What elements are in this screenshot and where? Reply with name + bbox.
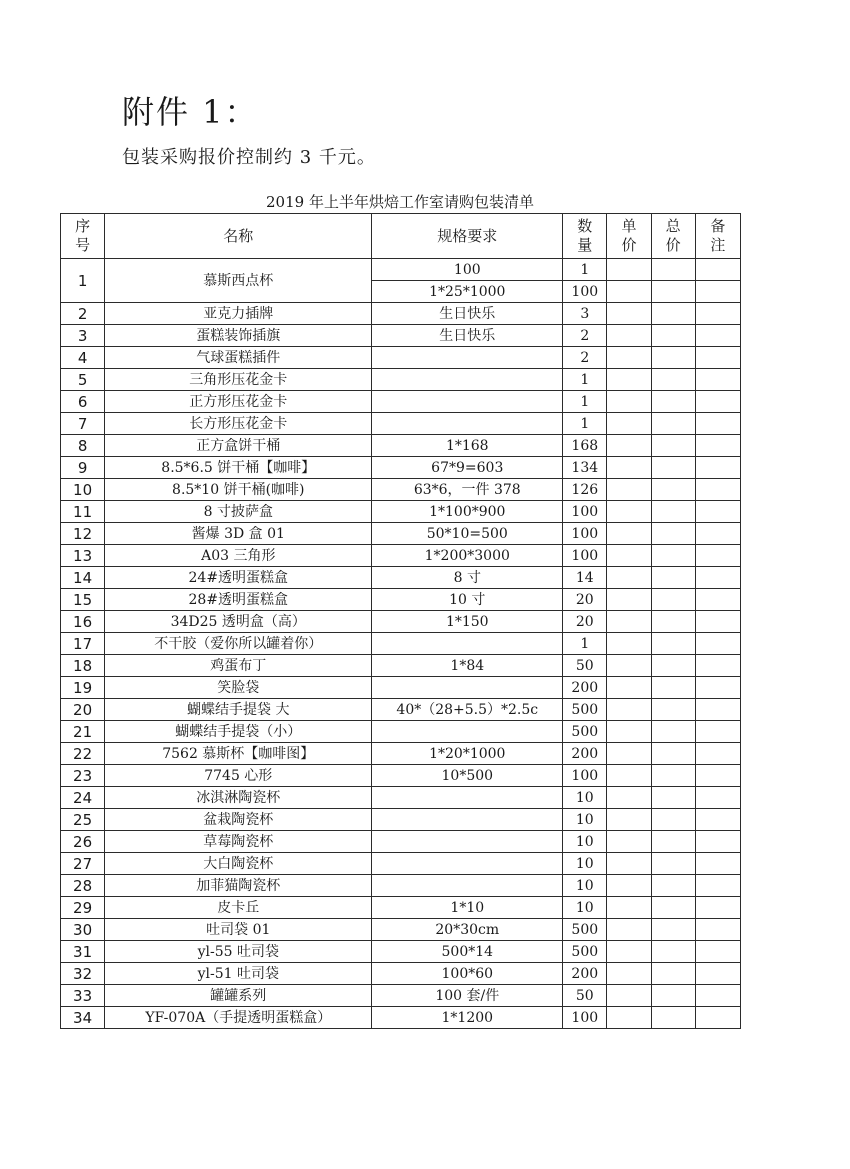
row-unit-price <box>607 545 651 567</box>
row-quantity: 500 <box>563 919 607 941</box>
table-row <box>61 347 741 369</box>
table-row <box>61 501 741 523</box>
row-quantity: 168 <box>563 435 607 457</box>
table-row <box>61 633 741 655</box>
row-unit-price <box>607 567 651 589</box>
row-unit-price <box>607 919 651 941</box>
row-total-price <box>651 765 695 787</box>
row-unit-price <box>607 391 651 413</box>
row-remarks <box>695 457 740 479</box>
row-remarks <box>695 941 740 963</box>
row-spec <box>372 369 563 391</box>
row-unit-price <box>607 875 651 897</box>
row-spec: 10 寸 <box>372 589 563 611</box>
row-unit-price <box>607 303 651 325</box>
row-remarks <box>695 831 740 853</box>
row-remarks <box>695 919 740 941</box>
row-name: 8.5*10 饼干桶(咖啡) <box>105 479 372 501</box>
row-total-price <box>651 919 695 941</box>
table-row <box>61 325 741 347</box>
row-unit-price <box>607 413 651 435</box>
row-index: 21 <box>61 721 105 743</box>
row-remarks <box>695 391 740 413</box>
row-total-price <box>651 743 695 765</box>
row-quantity: 100 <box>563 545 607 567</box>
row-name: A03 三角形 <box>105 545 372 567</box>
row-total-price <box>651 1007 695 1029</box>
attachment-heading: 附件 1： <box>122 93 259 131</box>
row-total-price <box>651 281 695 303</box>
row-remarks <box>695 589 740 611</box>
row-name: 7562 慕斯杯【咖啡图】 <box>105 743 372 765</box>
row-remarks <box>695 809 740 831</box>
row-index: 28 <box>61 875 105 897</box>
row-unit-price <box>607 281 651 303</box>
row-name: 加菲猫陶瓷杯 <box>105 875 372 897</box>
row-remarks <box>695 677 740 699</box>
row-total-price <box>651 897 695 919</box>
row-spec: 10*500 <box>372 765 563 787</box>
row-total-price <box>651 391 695 413</box>
row-remarks <box>695 787 740 809</box>
row-spec: 1*84 <box>372 655 563 677</box>
header-remarks: 备 注 <box>695 214 740 259</box>
row-remarks <box>695 721 740 743</box>
row-quantity: 100 <box>563 501 607 523</box>
table-row <box>61 875 741 897</box>
row-name: 慕斯西点杯 <box>105 259 372 303</box>
header-spec: 规格要求 <box>372 214 563 259</box>
row-unit-price <box>607 897 651 919</box>
row-spec <box>372 413 563 435</box>
row-total-price <box>651 853 695 875</box>
row-unit-price <box>607 677 651 699</box>
row-unit-price <box>607 325 651 347</box>
table-row <box>61 831 741 853</box>
budget-note: 包装采购报价控制约 3 千元。 <box>122 147 376 168</box>
row-index: 34 <box>61 1007 105 1029</box>
row-name: 鸡蛋布丁 <box>105 655 372 677</box>
row-name: 酱爆 3D 盒 01 <box>105 523 372 545</box>
row-total-price <box>651 699 695 721</box>
row-quantity: 1 <box>563 633 607 655</box>
row-unit-price <box>607 985 651 1007</box>
row-name: 盆栽陶瓷杯 <box>105 809 372 831</box>
table-header-row <box>61 214 741 259</box>
row-total-price <box>651 501 695 523</box>
row-index: 30 <box>61 919 105 941</box>
row-quantity: 3 <box>563 303 607 325</box>
row-unit-price <box>607 479 651 501</box>
row-total-price <box>651 435 695 457</box>
header-unit-price: 单 价 <box>607 214 651 259</box>
row-remarks <box>695 853 740 875</box>
row-total-price <box>651 567 695 589</box>
row-quantity: 2 <box>563 325 607 347</box>
row-index: 6 <box>61 391 105 413</box>
row-remarks <box>695 963 740 985</box>
row-remarks <box>695 369 740 391</box>
table-row <box>61 369 741 391</box>
row-quantity: 500 <box>563 721 607 743</box>
row-spec: 1*25*1000 <box>372 281 563 303</box>
row-name: 亚克力插牌 <box>105 303 372 325</box>
row-remarks <box>695 303 740 325</box>
row-remarks <box>695 765 740 787</box>
table-row <box>61 941 741 963</box>
row-name: 蝴蝶结手提袋（小） <box>105 721 372 743</box>
row-index: 23 <box>61 765 105 787</box>
row-quantity: 500 <box>563 699 607 721</box>
row-total-price <box>651 611 695 633</box>
row-index: 16 <box>61 611 105 633</box>
row-total-price <box>651 809 695 831</box>
row-unit-price <box>607 435 651 457</box>
row-quantity: 10 <box>563 853 607 875</box>
row-remarks <box>695 479 740 501</box>
row-name: 大白陶瓷杯 <box>105 853 372 875</box>
row-total-price <box>651 347 695 369</box>
row-name: 吐司袋 01 <box>105 919 372 941</box>
row-spec <box>372 853 563 875</box>
row-remarks <box>695 523 740 545</box>
row-name: 冰淇淋陶瓷杯 <box>105 787 372 809</box>
row-quantity: 200 <box>563 743 607 765</box>
row-name: 蝴蝶结手提袋 大 <box>105 699 372 721</box>
row-index: 33 <box>61 985 105 1007</box>
row-spec: 40*（28+5.5）*2.5c <box>372 699 563 721</box>
row-quantity: 1 <box>563 259 607 281</box>
row-spec: 100 <box>372 259 563 281</box>
row-spec: 1*150 <box>372 611 563 633</box>
row-name: 三角形压花金卡 <box>105 369 372 391</box>
row-remarks <box>695 1007 740 1029</box>
row-index: 32 <box>61 963 105 985</box>
row-remarks <box>695 567 740 589</box>
row-unit-price <box>607 369 651 391</box>
table-title: 2019 年上半年烘焙工作室请购包装清单 <box>266 193 534 211</box>
row-spec: 生日快乐 <box>372 325 563 347</box>
row-quantity: 126 <box>563 479 607 501</box>
row-quantity: 100 <box>563 765 607 787</box>
table-row <box>61 655 741 677</box>
table-row <box>61 919 741 941</box>
table-row <box>61 391 741 413</box>
table-row <box>61 457 741 479</box>
row-quantity: 200 <box>563 677 607 699</box>
row-unit-price <box>607 259 651 281</box>
row-index: 25 <box>61 809 105 831</box>
row-quantity: 100 <box>563 281 607 303</box>
row-unit-price <box>607 765 651 787</box>
row-remarks <box>695 545 740 567</box>
row-total-price <box>651 985 695 1007</box>
row-total-price <box>651 633 695 655</box>
row-name: 7745 心形 <box>105 765 372 787</box>
row-total-price <box>651 677 695 699</box>
row-spec: 1*20*1000 <box>372 743 563 765</box>
row-index: 31 <box>61 941 105 963</box>
row-index: 5 <box>61 369 105 391</box>
row-name: 皮卡丘 <box>105 897 372 919</box>
row-unit-price <box>607 941 651 963</box>
row-quantity: 2 <box>563 347 607 369</box>
table-row <box>61 611 741 633</box>
row-quantity: 50 <box>563 985 607 1007</box>
table-row <box>61 809 741 831</box>
row-quantity: 1 <box>563 369 607 391</box>
row-remarks <box>695 743 740 765</box>
row-quantity: 1 <box>563 391 607 413</box>
row-total-price <box>651 545 695 567</box>
row-quantity: 500 <box>563 941 607 963</box>
table-row <box>61 787 741 809</box>
row-name: 8 寸披萨盒 <box>105 501 372 523</box>
purchase-list-table <box>60 213 741 1029</box>
row-quantity: 10 <box>563 787 607 809</box>
row-index: 18 <box>61 655 105 677</box>
table-row <box>61 897 741 919</box>
row-remarks <box>695 875 740 897</box>
row-spec: 63*6，一件 378 <box>372 479 563 501</box>
row-index: 1 <box>61 259 105 303</box>
row-unit-price <box>607 1007 651 1029</box>
row-remarks <box>695 413 740 435</box>
row-quantity: 14 <box>563 567 607 589</box>
row-total-price <box>651 523 695 545</box>
table-row <box>61 699 741 721</box>
row-total-price <box>651 259 695 281</box>
row-spec: 1*200*3000 <box>372 545 563 567</box>
row-quantity: 10 <box>563 897 607 919</box>
row-spec <box>372 391 563 413</box>
row-quantity: 10 <box>563 831 607 853</box>
row-unit-price <box>607 633 651 655</box>
row-index: 3 <box>61 325 105 347</box>
row-spec: 1*1200 <box>372 1007 563 1029</box>
row-index: 7 <box>61 413 105 435</box>
row-index: 9 <box>61 457 105 479</box>
row-total-price <box>651 589 695 611</box>
row-remarks <box>695 281 740 303</box>
row-index: 20 <box>61 699 105 721</box>
row-total-price <box>651 831 695 853</box>
row-unit-price <box>607 743 651 765</box>
row-remarks <box>695 501 740 523</box>
row-index: 22 <box>61 743 105 765</box>
row-quantity: 1 <box>563 413 607 435</box>
row-index: 29 <box>61 897 105 919</box>
row-unit-price <box>607 831 651 853</box>
row-total-price <box>651 721 695 743</box>
table-row <box>61 545 741 567</box>
row-total-price <box>651 479 695 501</box>
row-spec: 50*10=500 <box>372 523 563 545</box>
row-remarks <box>695 435 740 457</box>
header-index: 序 号 <box>61 214 105 259</box>
row-unit-price <box>607 853 651 875</box>
row-remarks <box>695 259 740 281</box>
row-index: 24 <box>61 787 105 809</box>
row-spec: 8 寸 <box>372 567 563 589</box>
row-name: 正方形压花金卡 <box>105 391 372 413</box>
row-remarks <box>695 699 740 721</box>
row-unit-price <box>607 963 651 985</box>
row-name: 罐罐系列 <box>105 985 372 1007</box>
row-spec <box>372 831 563 853</box>
table-row <box>61 721 741 743</box>
table-row <box>61 567 741 589</box>
row-name: 蛋糕装饰插旗 <box>105 325 372 347</box>
table-row <box>61 435 741 457</box>
row-name: 长方形压花金卡 <box>105 413 372 435</box>
row-unit-price <box>607 721 651 743</box>
row-quantity: 100 <box>563 1007 607 1029</box>
row-index: 17 <box>61 633 105 655</box>
row-total-price <box>651 655 695 677</box>
row-spec <box>372 633 563 655</box>
table-row <box>61 765 741 787</box>
row-total-price <box>651 941 695 963</box>
row-remarks <box>695 611 740 633</box>
row-quantity: 100 <box>563 523 607 545</box>
table-row <box>61 413 741 435</box>
row-unit-price <box>607 699 651 721</box>
table-row <box>61 523 741 545</box>
row-name: 24#透明蛋糕盒 <box>105 567 372 589</box>
row-total-price <box>651 787 695 809</box>
row-spec: 1*168 <box>372 435 563 457</box>
row-index: 19 <box>61 677 105 699</box>
row-remarks <box>695 325 740 347</box>
row-unit-price <box>607 457 651 479</box>
row-remarks <box>695 897 740 919</box>
row-spec: 500*14 <box>372 941 563 963</box>
row-index: 12 <box>61 523 105 545</box>
row-index: 8 <box>61 435 105 457</box>
row-unit-price <box>607 347 651 369</box>
row-total-price <box>651 413 695 435</box>
row-name: 28#透明蛋糕盒 <box>105 589 372 611</box>
table-row <box>61 853 741 875</box>
row-total-price <box>651 303 695 325</box>
row-quantity: 20 <box>563 589 607 611</box>
row-quantity: 50 <box>563 655 607 677</box>
row-index: 27 <box>61 853 105 875</box>
row-name: yl-55 吐司袋 <box>105 941 372 963</box>
row-spec <box>372 677 563 699</box>
row-name: 气球蛋糕插件 <box>105 347 372 369</box>
row-quantity: 134 <box>563 457 607 479</box>
row-name: yl-51 吐司袋 <box>105 963 372 985</box>
row-spec <box>372 347 563 369</box>
row-unit-price <box>607 589 651 611</box>
row-unit-price <box>607 501 651 523</box>
row-remarks <box>695 633 740 655</box>
row-spec: 67*9=603 <box>372 457 563 479</box>
row-unit-price <box>607 809 651 831</box>
row-remarks <box>695 347 740 369</box>
row-spec: 1*100*900 <box>372 501 563 523</box>
row-total-price <box>651 369 695 391</box>
row-total-price <box>651 325 695 347</box>
table-row <box>61 743 741 765</box>
row-quantity: 20 <box>563 611 607 633</box>
table-row <box>61 1007 741 1029</box>
row-spec: 生日快乐 <box>372 303 563 325</box>
table-row <box>61 677 741 699</box>
row-quantity: 10 <box>563 875 607 897</box>
row-index: 15 <box>61 589 105 611</box>
row-unit-price <box>607 611 651 633</box>
row-remarks <box>695 655 740 677</box>
row-total-price <box>651 963 695 985</box>
table-row <box>61 589 741 611</box>
row-spec <box>372 721 563 743</box>
row-index: 4 <box>61 347 105 369</box>
table-row <box>61 985 741 1007</box>
row-name: 草莓陶瓷杯 <box>105 831 372 853</box>
row-remarks <box>695 985 740 1007</box>
row-index: 11 <box>61 501 105 523</box>
row-spec: 1*10 <box>372 897 563 919</box>
row-unit-price <box>607 787 651 809</box>
row-total-price <box>651 875 695 897</box>
row-index: 14 <box>61 567 105 589</box>
header-total-price: 总 价 <box>651 214 695 259</box>
table-row <box>61 479 741 501</box>
row-spec: 20*30cm <box>372 919 563 941</box>
row-total-price <box>651 457 695 479</box>
row-index: 26 <box>61 831 105 853</box>
row-name: 不干胶（爱你所以罐着你） <box>105 633 372 655</box>
row-name: 8.5*6.5 饼干桶【咖啡】 <box>105 457 372 479</box>
row-spec <box>372 875 563 897</box>
row-name: 笑脸袋 <box>105 677 372 699</box>
row-index: 2 <box>61 303 105 325</box>
row-name: YF-070A（手提透明蛋糕盒） <box>105 1007 372 1029</box>
header-name: 名称 <box>105 214 372 259</box>
row-spec: 100 套/件 <box>372 985 563 1007</box>
header-quantity: 数 量 <box>563 214 607 259</box>
row-quantity: 10 <box>563 809 607 831</box>
row-spec <box>372 809 563 831</box>
table-row <box>61 963 741 985</box>
row-unit-price <box>607 655 651 677</box>
row-index: 13 <box>61 545 105 567</box>
table-row <box>61 259 741 281</box>
row-unit-price <box>607 523 651 545</box>
row-quantity: 200 <box>563 963 607 985</box>
row-index: 10 <box>61 479 105 501</box>
row-name: 34D25 透明盒（高） <box>105 611 372 633</box>
row-spec: 100*60 <box>372 963 563 985</box>
table-row <box>61 303 741 325</box>
row-spec <box>372 787 563 809</box>
row-name: 正方盒饼干桶 <box>105 435 372 457</box>
